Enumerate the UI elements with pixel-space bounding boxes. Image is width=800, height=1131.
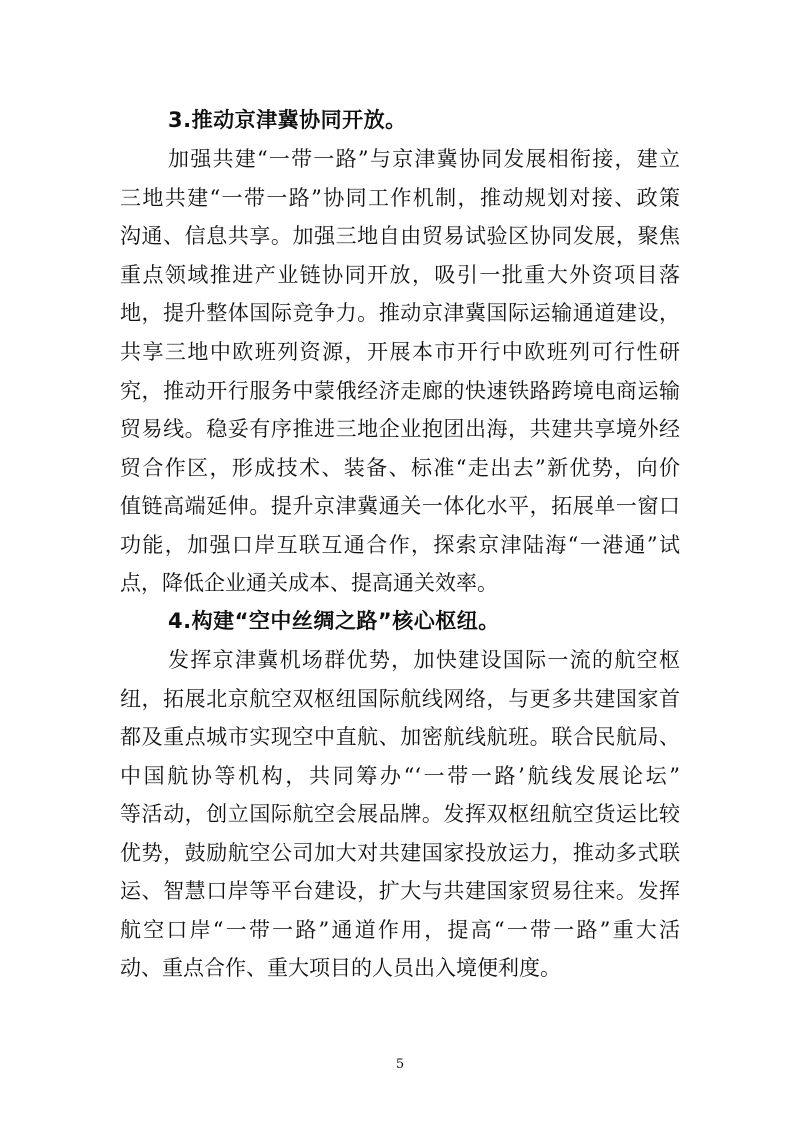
paragraph-line: 贸合作区，形成技术、装备、标准“走出去”新优势，向价 xyxy=(120,456,680,480)
paragraph-line: 加强共建“一带一路”与京津冀协同发展相衔接，建立 xyxy=(168,147,680,171)
paragraph-line: 中国航协等机构，共同筹办“‘一带一路’航线发展论坛” xyxy=(120,764,680,788)
paragraph-line: 都及重点城市实现空中直航、加密航线航班。联合民航局、 xyxy=(120,725,680,749)
section-4-heading: 4.构建“空中丝绸之路”核心枢纽。 xyxy=(168,609,500,633)
paragraph-line: 究，推动开行服务中蒙俄经济走廊的快速铁路跨境电商运输 xyxy=(120,379,680,403)
paragraph-line: 等活动，创立国际航空会展品牌。发挥双枢纽航空货运比较 xyxy=(120,802,680,826)
page-number: 5 xyxy=(395,1057,405,1072)
paragraph-line: 功能，加强口岸互联互通合作，探索京津陆海“一港通”试 xyxy=(120,533,680,557)
paragraph-line: 发挥京津冀机场群优势，加快建设国际一流的航空枢 xyxy=(168,648,680,672)
paragraph-line: 三地共建“一带一路”协同工作机制，推动规划对接、政策 xyxy=(120,186,680,210)
paragraph-line: 地，提升整体国际竞争力。推动京津冀国际运输通道建设， xyxy=(120,301,680,325)
section-3-heading: 3.推动京津冀协同开放。 xyxy=(168,108,407,132)
paragraph-line: 航空口岸“一带一路”通道作用，提高“一带一路”重大活 xyxy=(120,918,680,942)
paragraph-line: 值链高端延伸。提升京津冀通关一体化水平，拓展单一窗口 xyxy=(120,494,680,518)
paragraph-line: 点，降低企业通关成本、提高通关效率。 xyxy=(120,571,498,595)
paragraph-line: 优势，鼓励航空公司加大对共建国家投放运力，推动多式联 xyxy=(120,841,680,865)
paragraph-line: 重点领域推进产业链协同开放，吸引一批重大外资项目落 xyxy=(120,263,680,287)
paragraph-line: 共享三地中欧班列资源，开展本市开行中欧班列可行性研 xyxy=(120,340,680,364)
paragraph-line: 贸易线。稳妥有序推进三地企业抱团出海，共建共享境外经 xyxy=(120,417,680,441)
paragraph-line: 纽，拓展北京航空双枢纽国际航线网络，与更多共建国家首 xyxy=(120,687,680,711)
paragraph-line: 运、智慧口岸等平台建设，扩大与共建国家贸易往来。发挥 xyxy=(120,879,680,903)
paragraph-line: 沟通、信息共享。加强三地自由贸易试验区协同发展，聚焦 xyxy=(120,224,680,248)
paragraph-line: 动、重点合作、重大项目的人员出入境便利度。 xyxy=(120,956,561,980)
